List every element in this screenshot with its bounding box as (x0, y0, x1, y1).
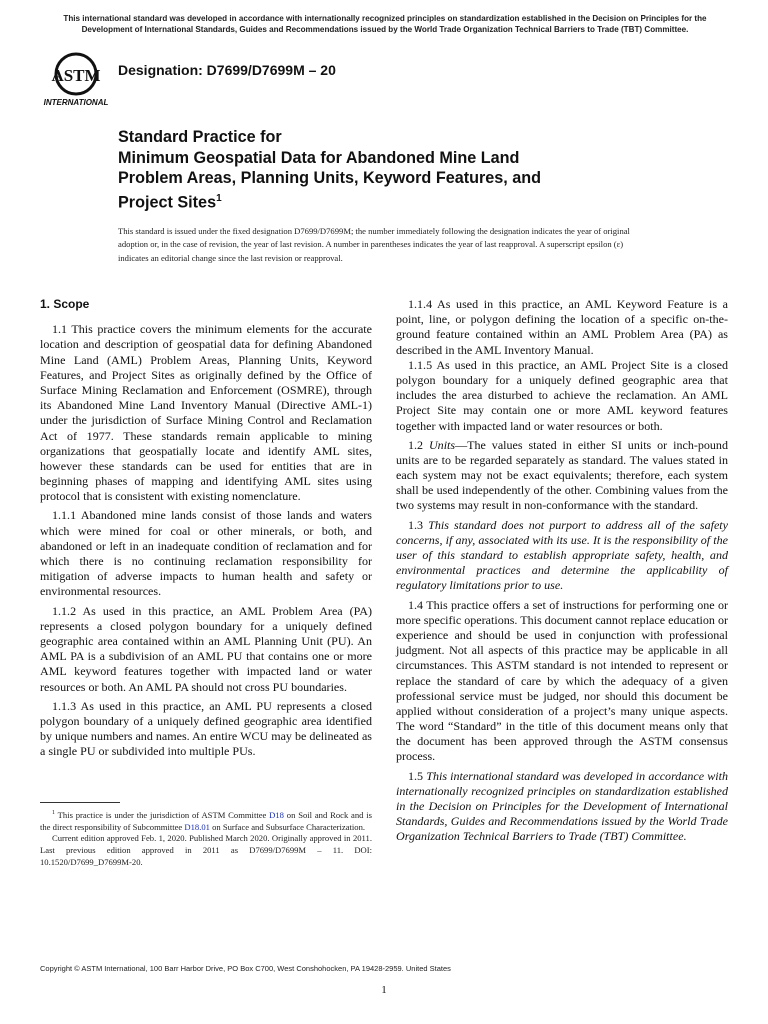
astm-international-logo (40, 50, 112, 108)
designation: Designation: D7699/D7699M – 20 (118, 62, 336, 78)
paragraph-1-1-2: 1.1.2 As used in this practice, an AML Problem Area (PA) represents a closed polygon boundary for a uniquely defined geographic area contained within an AML Planning Unit (PU). An AML PA is a subdivision of an AML PU that contains one or more AML keyword features together with impacted land or water resources or both. An AML PA should not cross PU boundaries. (40, 603, 372, 694)
title-line-1: Standard Practice for (118, 128, 282, 146)
title-footnote-marker: 1 (216, 192, 222, 204)
logo-text-mark: ASTM (51, 66, 101, 85)
section-heading-scope: 1. Scope (40, 297, 90, 311)
paragraph-1-2 (396, 438, 728, 514)
paragraph-1-1: 1.1 This practice covers the minimum elements for the accurate location and description of geospatial data for defining Abandoned Mine Land (AML) Problem Areas, Planning Units, Keyword Features, and Project Sites as originally defined by the Office of Surface Mining Reclamation and Enforcement (OSMRE), through its Abandoned Mine Land Inventory Manual (Directive AML-1) under the jurisdiction of Surface Mining Control and Reclamation Act of 1977. These standards remain applicable to mining organizations that geospatially locate and identify AML sites, however these standards can be used for entities that are in beginning phases of mapping and identifying AML sites using protocol that is consistent with existing nomenclature. (40, 322, 372, 504)
paragraph-1-5-text: This international standard was developed in accordance with internationally recognized principles on standardization established in the Decision on Principles for the Development of International Standards, Guides and Recommendations issued by the World Trade Organization Technical Barriers to Trade (TBT) Committee. (396, 768, 729, 844)
paragraph-1-1-4: 1.1.4 As used in this practice, an AML Keyword Feature is a point, line, or polygon defining the location of a specific on-the-ground feature contained within an AML Problem Area (PA) as described in the AML Inventory Manual. (396, 297, 728, 357)
standards-notice: This international standard was developed in accordance with internationally recognized principles on standardization established in the Decision on Principles for the Development of International Standards, Guides and Recommendations issued by the World Trade Organization Technical Barriers to Trade (TBT) Committee. (63, 14, 707, 34)
title-line-4 (118, 189, 678, 213)
logo-wordmark: INTERNATIONAL (43, 98, 109, 107)
page-number: 1 (381, 984, 387, 996)
footnote-edition: Current edition approved Feb. 1, 2020. Published March 2020. Originally approved in 2011. Last previous edition approved in 2011 as D7699/D7699M – 11. DOI: 10.1520/D7699_D7699M-20. (40, 833, 372, 868)
paragraph-1-2-text: —The values stated in either SI units or inch-pound units are to be regarded separately as standard. The values stated in each system may not be exact equivalents; therefore, each system shall be used independently of the other. Combining values from the two systems may result in non-conformance with the standard. (396, 437, 728, 513)
footnote-1 (40, 808, 372, 833)
footnote-divider (40, 802, 120, 803)
footnote-1-text-a: This practice is under the jurisdiction of ASTM Committee (57, 809, 270, 820)
issued-note (118, 225, 654, 265)
footnote-1-text-b: on Soil and Rock and is the direct responsibility of Subcommittee (40, 809, 373, 832)
committee-d18-link[interactable]: D18 (269, 809, 284, 820)
paragraph-1-1-5: 1.1.5 As used in this practice, an AML Project Site is a closed polygon boundary for a uniquely defined geographic area that includes the area disturbed to achieve the reclamation. An AML Project Site may contain one or more AML keyword features together with impacted land or water resources or both. (396, 357, 728, 433)
paragraph-1-3-number: 1.3 (408, 517, 429, 532)
left-column (40, 297, 372, 759)
paragraph-1-4: 1.4 This practice offers a set of instructions for performing one or more specific operations. This document cannot replace education or experience and should be used in conjunction with professional judgment. Not all aspects of this practice may be applicable in all circumstances. This ASTM standard is not intended to represent or replace the standard of care by which the adequacy of a given professional service must be judged, nor should this document be applied without consideration of a project’s many unique aspects. The word “Standard” in the title of this document means only that the document has been approved through the ASTM consensus process. (396, 597, 728, 764)
paragraph-1-2-heading: Units (428, 437, 456, 452)
paragraph-1-1-1: 1.1.1 Abandoned mine lands consist of those lands and waters which were mined for coal or other minerals, or both, and abandoned or left in an inadequate condition of reclamation and for which there is no continuing reclamation responsibility for mitigation of adverse impacts to human health and safety or environmental resources. (40, 508, 372, 599)
subcommittee-d18-01-link[interactable]: D18.01 (184, 821, 210, 832)
title-line-3: Problem Areas, Planning Units, Keyword Features, and (118, 169, 542, 187)
issued-note-text: This standard is issued under the fixed designation D7699/D7699M; the number immediately following the designation indicates the year of original adoption or, in the case of revision, the year of last revision. A number in parentheses indicates the year of last reapproval. A superscript epsilon (ε) indicates an editorial change since the last revision or reapproval. (118, 226, 630, 263)
copyright-footer: Copyright © ASTM International, 100 Barr Harbor Drive, PO Box C700, West Conshohocken, PA 19428-2959. United States (40, 964, 451, 973)
paragraph-1-5-number: 1.5 (408, 768, 427, 783)
footnote-1-marker: 1 (52, 810, 55, 816)
title-line-2: Minimum Geospatial Data for Abandoned Mine Land (118, 148, 520, 167)
paragraph-1-3-text: This standard does not purport to address all of the safety concerns, if any, associated with its use. It is the responsibility of the user of this standard to establish appropriate safety, health, and environmental practices and determine the applicability of regulatory limitations prior to use. (396, 517, 728, 593)
paragraph-1-1-3: 1.1.3 As used in this practice, an AML PU represents a closed polygon boundary of a uniquely defined geographic area identified by unique numbers and names. An entire WCU may be delineated as a single PU or subdivided into multiple PUs. (40, 698, 372, 759)
right-column (396, 297, 728, 845)
footnote-1-text-c: on Surface and Subsurface Characterization. (209, 821, 366, 832)
document-title (118, 127, 678, 212)
paragraph-1-2-number: 1.2 (408, 437, 429, 452)
paragraph-1-5 (396, 769, 728, 845)
paragraph-1-3 (396, 518, 728, 594)
footnotes (40, 808, 372, 869)
title-line-4-text: Project Sites (118, 192, 217, 211)
